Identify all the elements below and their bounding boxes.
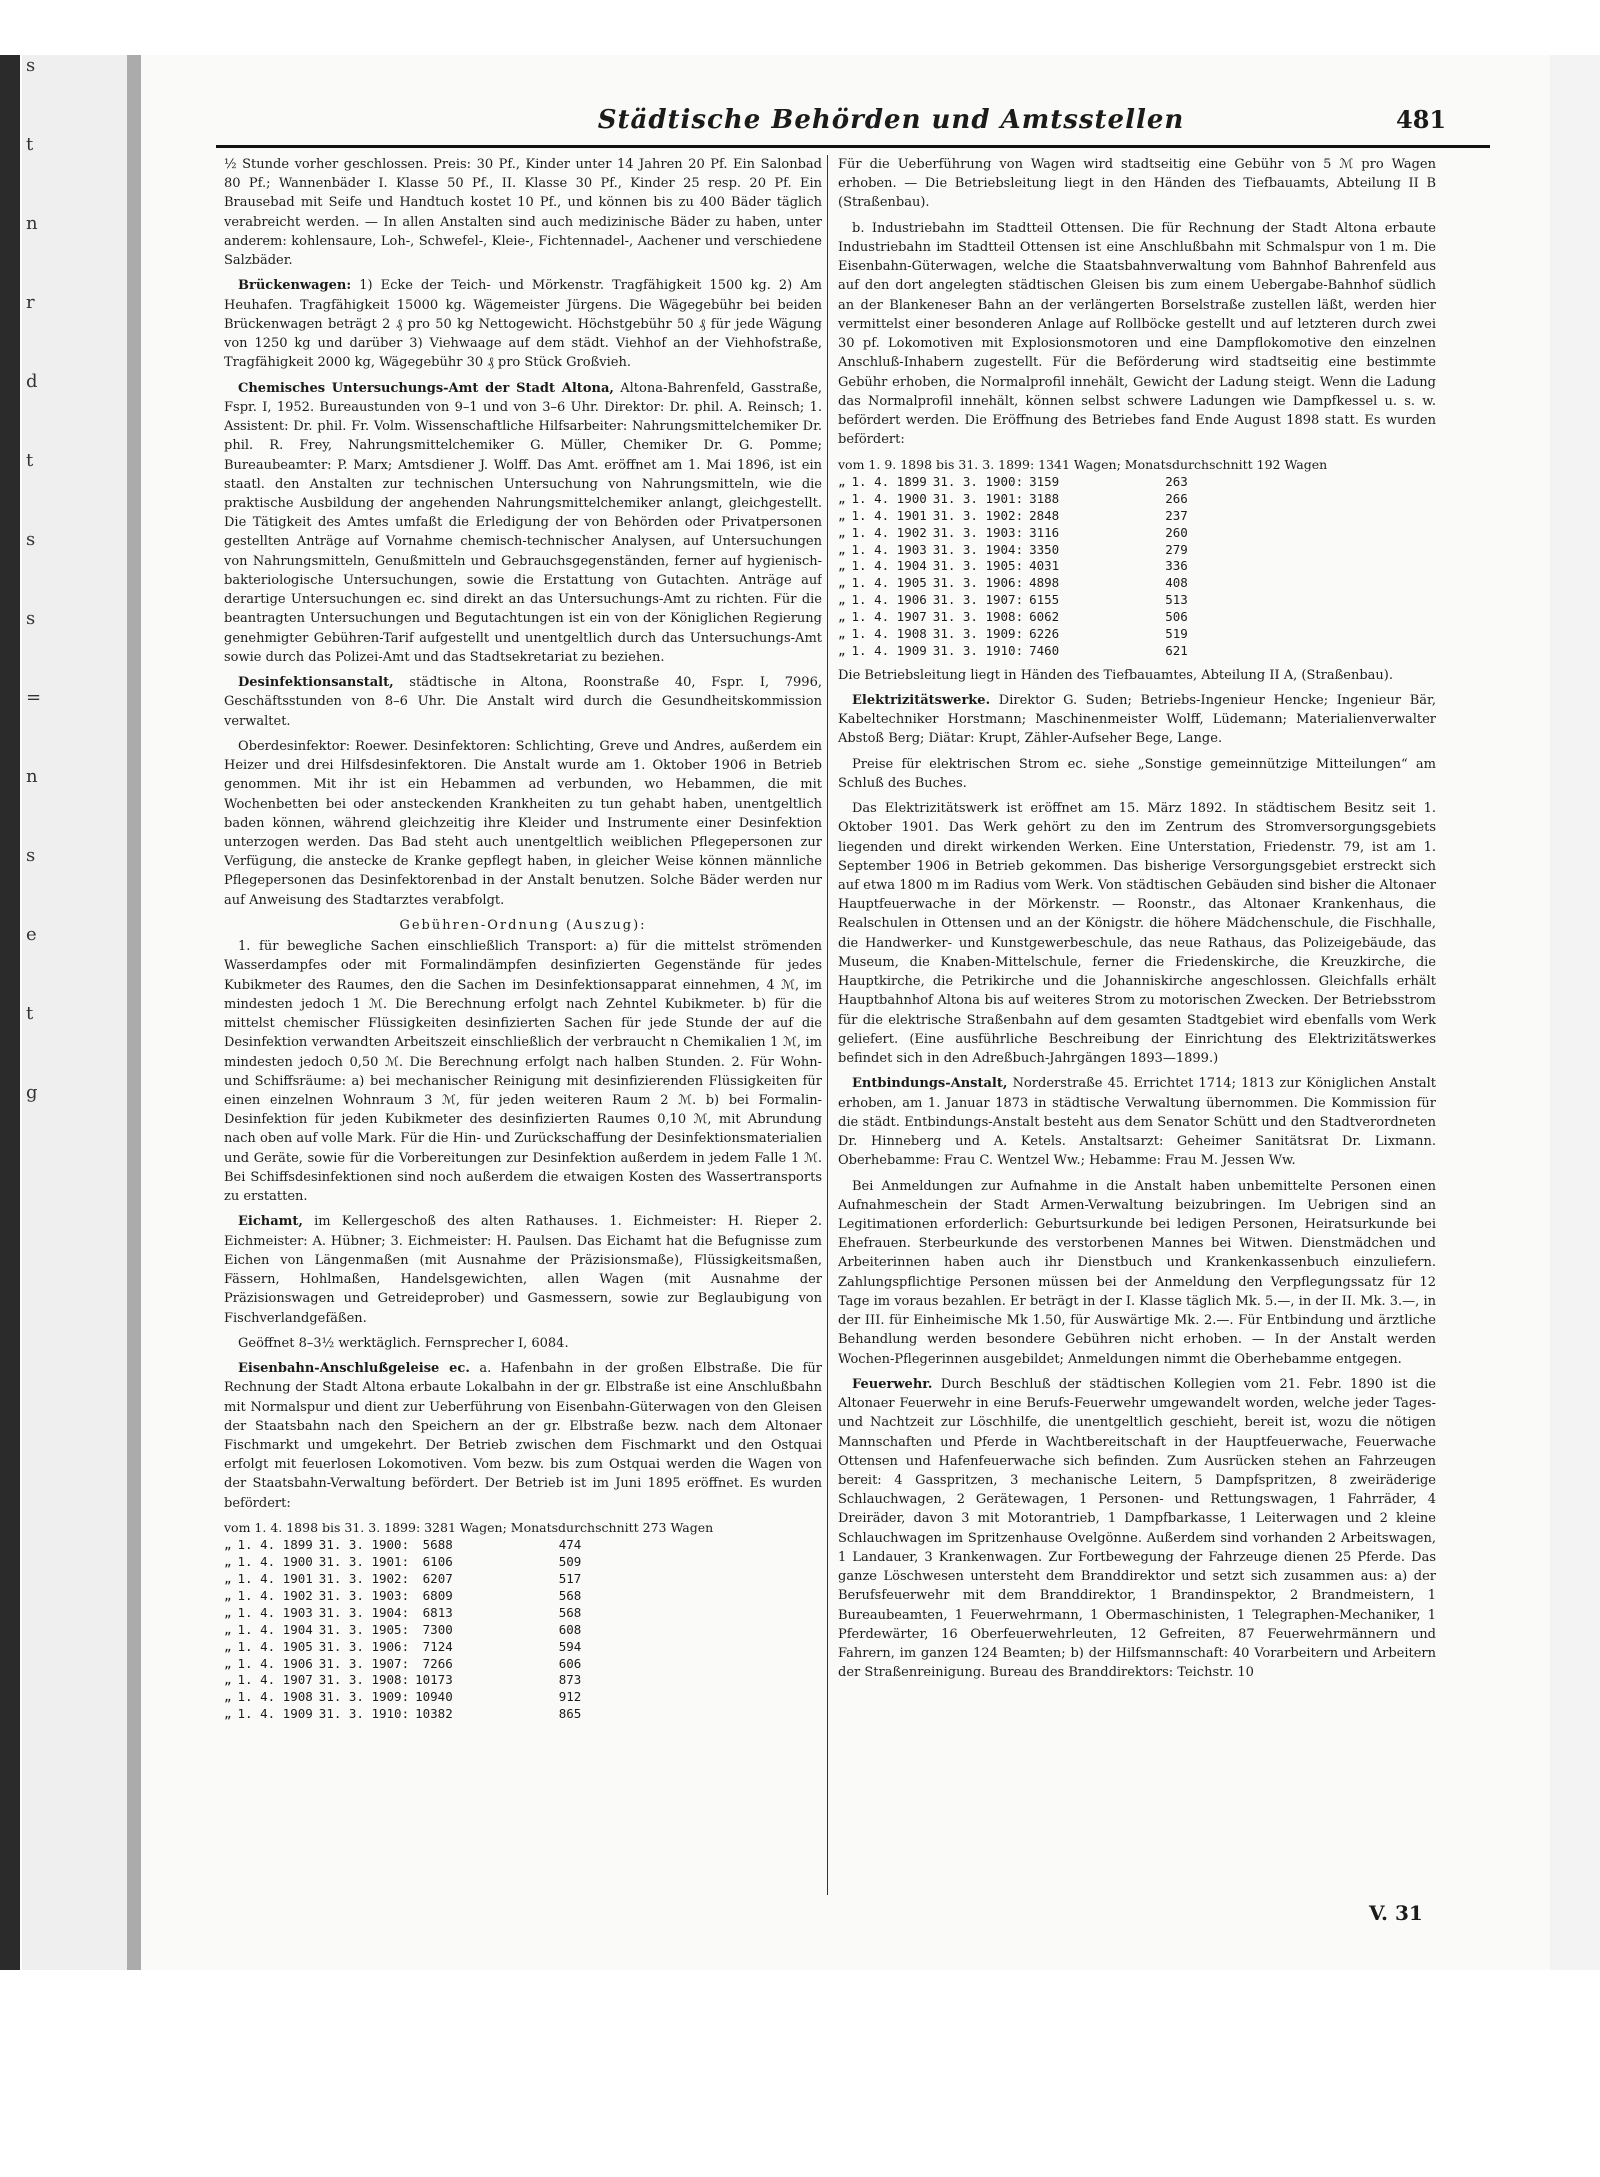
table-row: [838, 592, 1194, 609]
to-date: 31. 3. 1908:: [318, 1672, 410, 1688]
ditto-mark: „: [838, 642, 846, 658]
ditto-mark: „: [838, 609, 846, 625]
to-date: 31. 3. 1909:: [932, 625, 1024, 641]
entb-heading: Entbindungs-Anstalt,: [852, 1076, 1008, 1092]
elektr-text: Direktor G. Suden; Betriebs-Ingenieur Hencke; Ingenieur Bär, Kabeltechniker Horstmann; Maschinenmeister Wolff, Lüdemann; Materialienverwalter Abstoß Berg; Diätar: Krupt, Zähler-Aufseher Bege, Lange.: [838, 692, 1436, 747]
bath-paragraph: ½ Stunde vorher geschlossen. Preis: 30 Pf., Kinder unter 14 Jahren 20 Pf. Ein Salonbad 80 Pf.; Wannenbäder I. Klasse 50 Pf., II. Klasse 30 Pf., Kinder 25 resp. 20 Pf. Ein Brausebad mit Seife und Handtuch kostet 10 Pf., und können bis zu 400 Bäder täglich verabreicht werden. — In allen Anstalten sind auch medizinische Bäder zu haben, unter anderem: kohlensaure, Loh-, Schwefel-, Kleie-, Fichtennadel-, Aachener und verschiedene Salzbäder.: [224, 157, 822, 269]
chem-heading: Chemisches Untersuchungs-Amt der Stadt Altona,: [238, 380, 614, 396]
ditto-mark: „: [224, 1588, 232, 1604]
table-row: [224, 1537, 587, 1554]
ditto-mark: „: [224, 1638, 232, 1654]
wagon-total: 10173: [415, 1672, 453, 1688]
ditto-mark: „: [224, 1537, 232, 1553]
monthly-average: 279: [1165, 541, 1188, 557]
to-date: 31. 3. 1901:: [318, 1554, 410, 1570]
monthly-average: 260: [1165, 524, 1188, 540]
right-column: [838, 155, 1436, 1935]
ditto-mark: „: [838, 474, 846, 490]
table-row: [838, 609, 1194, 626]
monthly-average: 408: [1165, 575, 1188, 591]
eisenbahn-heading: Eisenbahn-Anschlußgeleise ec.: [238, 1361, 470, 1377]
bruecken-entry: [224, 276, 822, 372]
elektr-prices: Preise für elektrischen Strom ec. siehe „Sonstige gemeinnützige Mitteilungen“ am Schluß des Buches.: [838, 756, 1436, 791]
monthly-average: 594: [558, 1638, 582, 1654]
table-row: [838, 508, 1194, 525]
from-date: 1. 4. 1905: [237, 1638, 313, 1654]
bruecken-text: 1) Ecke der Teich- und Mörkenstr. Tragfähigkeit 1500 kg. 2) Am Heuhafen. Tragfähigkeit 15000 kg. Wägemeister Jürgens. Die Wägegebühr bei beiden Brückenwagen beträgt 2 ₰ pro 50 kg Nettogewicht. Höchstgebühr 50 ₰ für jede Wägung von 1250 kg und darüber 3) Viehwaage auf dem städt. Viehhof an der Viehhofstraße, Tragfähigkeit 2000 kg, Wägegebühr 30 ₰ pro Stück Großvieh.: [224, 278, 822, 371]
from-date: 1. 4. 1900: [237, 1554, 313, 1570]
prev-page-mark: s: [26, 845, 36, 866]
ditto-mark: „: [838, 490, 846, 506]
from-date: 1. 4. 1899: [237, 1537, 313, 1553]
feuer-entry: [838, 1375, 1436, 1683]
from-date: 1. 4. 1907: [237, 1672, 313, 1688]
from-date: 1. 4. 1909: [851, 642, 927, 658]
prev-page-mark: d: [26, 371, 38, 392]
chem-text: Altona-Bahrenfeld, Gasstraße, Fspr. I, 1952. Bureaustunden von 9–1 und von 3–6 Uhr. Direktor: Dr. phil. A. Reinsch; 1. Assistent: Dr. phil. Fr. Volm. Wissenschaftliche Hilfsarbeiter: Nahrungsmittelchemiker Dr. phil. R. Frey, Nahrungsmittelchemiker G. Müller, Chemiker Dr. G. Pomme; Bureaubeamter: P. Marx; Amtsdiener J. Wolff. Das Amt. eröffnet am 1. Mai 1896, ist ein staatl. den Anstalten zur technischen Untersuchung von Nahrungsmitteln, wie die praktische Ausbildung der angehenden Nahrungsmittelchemiker anlangt, gleichgestellt. Die Tätigkeit des Amtes umfaßt die Erledigung der von Behörden oder Privatpersonen gestellten Anträge auf Vornahme chemisch-technischer Analysen, auf Untersuchungen von Nahrungsmitteln, Genußmitteln und Gebrauchsgegenständen, ferner auf hygienisch-bakteriologische Untersuchungen, sowie die Erstattung von Gutachten. Anträge auf derartige Untersuchungen ec. sind direkt an das Untersuchungs-Amt zu richten. Für die beantragten Untersuchungen und Begutachtungen ist ein von der Königlichen Regierung genehmigter Gebühren-Tarif aufgestellt und unentgeltlich durch das Untersuchungs-Amt sowie durch das Polizei-Amt und das Stadtsekretariat zu beziehen.: [224, 380, 822, 665]
monthly-average: 266: [1165, 490, 1188, 506]
monthly-average: 513: [1165, 592, 1188, 608]
wagon-total: 4031: [1029, 558, 1060, 574]
wagon-total: 6207: [422, 1571, 453, 1587]
ditto-mark: „: [838, 625, 846, 641]
desinf-staff: Oberdesinfektor: Roewer. Desinfektoren: Schlichting, Greve und Andres, außerdem ein Heizer und drei Hilfsdesinfektoren. Die Anstalt wurde am 1. Oktober 1906 in Betrieb genommen. Mit ihr ist ein Hebammen ad verbunden, wo Hebammen, die mit Wochenbetten bei oder ansteckenden Krankheiten zu tun gehabt haben, unentgeltlich baden können, während gleichzeitig ihre Kleider und Instrumente einer Desinfektion unterzogen werden. Das Bad steht auch unentgeltlich weiblichen Pflegepersonen zur Verfügung, die anstecke de Kranke gepflegt haben, in gleicher Weise können männliche Pflegepersonen das Desinfektorenbad in der Anstalt benutzen. Solche Bäder werden nur auf Anweisung des Stadtarztes verabfolgt.: [224, 738, 822, 908]
table-row: [838, 525, 1194, 542]
to-date: 31. 3. 1904:: [318, 1604, 410, 1620]
entb-entry: [838, 1074, 1436, 1170]
from-date: 1. 4. 1901: [237, 1571, 313, 1587]
wagon-total: 7300: [422, 1621, 453, 1637]
ditto-mark: „: [224, 1621, 232, 1637]
prev-page-mark: t: [26, 134, 34, 155]
wagon-total: 7124: [422, 1638, 453, 1654]
wagon-total: 10940: [415, 1689, 453, 1705]
eichamt-hours: Geöffnet 8–3½ werktäglich. Fernsprecher I, 6084.: [238, 1335, 569, 1351]
table-row: [224, 1689, 587, 1706]
prev-page-mark: s: [26, 55, 36, 76]
wagon-total: 6809: [422, 1588, 453, 1604]
wagon-total: 10382: [415, 1706, 453, 1722]
wagon-total: 2848: [1029, 507, 1060, 523]
wagon-total: 6226: [1029, 625, 1060, 641]
running-title: Städtische Behörden und Amtsstellen: [597, 105, 1185, 135]
wagon-total: 3159: [1029, 474, 1060, 490]
scan-margin: [1550, 55, 1600, 1970]
left-column: [224, 155, 822, 1935]
prev-page-mark: s: [26, 529, 36, 550]
elektr-entry: [838, 691, 1436, 749]
to-date: 31. 3. 1905:: [318, 1621, 410, 1637]
from-date: 1. 4. 1906: [237, 1655, 313, 1671]
to-date: 31. 3. 1903:: [932, 524, 1024, 540]
monthly-average: 509: [558, 1554, 582, 1570]
monthly-average: 517: [558, 1571, 582, 1587]
to-date: 31. 3. 1903:: [318, 1588, 410, 1604]
table-row: [224, 1605, 587, 1622]
wagon-total: 6106: [422, 1554, 453, 1570]
monthly-average: 506: [1165, 609, 1188, 625]
monthly-average: 606: [558, 1655, 582, 1671]
table-row: [224, 1672, 587, 1689]
feuer-text: Durch Beschluß der städtischen Kollegien vom 21. Febr. 1890 ist die Altonaer Feuerwehr in eine Berufs-Feuerwehr umgewandelt worden, welche jeder Tages- und Nachtzeit zur Löschhilfe, die unentgeltlich geschieht, bereit ist, wozu die nötigen Mannschaften und Pferde in Wachtbereitschaft in der Hauptfeuerwache, Feuerwache Ottensen und Hafenfeuerwache sich befinden. Zum Ausrücken stehen an Fahrzeugen bereit: 4 Gasspritzen, 3 mechanische Leitern, 5 Dampfspritzen, 8 zweiräderige Schlauchwagen, 2 Gerätewagen, 1 Personen- und Rettungswagen, 1 Fahrräder, 4 Dreiräder, davon 3 mit Motorantrieb, 1 Dampfbarkasse, 1 Leiterwagen und 2 kleine Schlauchwagen im Spritzenhause Ovelgönne. Außerdem sind vorhanden 2 Arbeitswagen, 1 Landauer, 3 Krankenwagen. Zur Fortbewegung der Fahrzeuge dienen 25 Pferde. Das ganze Löschwesen untersteht dem Branddirektor und setzt sich zusammen aus: a) der Berufsfeuerwehr mit dem Branddirektor, 1 Brandinspektor, 2 Brandmeistern, 1 Bureaubeamten, 1 Feuerwehrmann, 1 Obermaschinisten, 1 Telegraphen-Mechaniker, 1 Pferdewärter, 16 Oberfeuerwehrleuten, 12 Gefreiten, 87 Feuerwehrmännern und Fahrern, im ganzen 124 Beamten; b) der Hilfsmannschaft: 40 Vorarbeitern und Arbeitern der Straßenreinigung. Bureau des Branddirektors: Teichstr. 10: [838, 1376, 1436, 1681]
entb-text: Norderstraße 45. Errichtet 1714; 1813 zur Königlichen Anstalt erhoben, am 1. Januar 1873 in städtische Verwaltung übernommen. Die Kommission für die städt. Entbindungs-Anstalt besteht aus dem Senator Schütt und den Stadtverordneten Dr. Hinneberg und A. Ketels. Anstaltsarzt: Geheimer Sanitätsrat Dr. Lixmann. Oberhebamme: Frau C. Wentzel Ww.; Hebamme: Frau M. Jessen Ww.: [838, 1076, 1436, 1169]
from-date: 1. 4. 1908: [237, 1689, 313, 1705]
from-date: 1. 4. 1906: [851, 592, 927, 608]
wagon-total: 7460: [1029, 642, 1060, 658]
monthly-average: 608: [558, 1621, 582, 1637]
monthly-average: 865: [558, 1706, 582, 1722]
from-date: 1. 4. 1907: [851, 609, 927, 625]
to-date: 31. 3. 1907:: [318, 1655, 410, 1671]
wagon-total: 7266: [422, 1655, 453, 1671]
table-row: [838, 474, 1194, 491]
prev-page-mark: r: [26, 292, 35, 313]
wagon-total: 6155: [1029, 592, 1060, 608]
to-date: 31. 3. 1906:: [318, 1638, 410, 1654]
wagon-total: 6062: [1029, 609, 1060, 625]
ditto-mark: „: [838, 592, 846, 608]
feuer-heading: Feuerwehr.: [852, 1376, 933, 1392]
chem-entry: [224, 379, 822, 668]
table-row: [224, 1588, 587, 1605]
from-date: 1. 4. 1901: [851, 507, 927, 523]
wagon-total: 4898: [1029, 575, 1060, 591]
prev-page-mark: =: [26, 687, 42, 708]
from-date: 1. 4. 1909: [237, 1706, 313, 1722]
entb-text2: Bei Anmeldungen zur Aufnahme in die Anstalt haben unbemittelte Personen einen Aufnahmeschein der Stadt Armen-Verwaltung beizubringen. Im Uebrigen sind an Legitimationen erforderlich: Geburtsurkunde bei ledigen Personen, Heiratsurkunde bei Ehefrauen. Sterbeurkunde des verstorbenen Mannes bei Witwen. Dienstmädchen und Arbeiterinnen haben auch ihr Dienstbuch und Krankenkassenbuch einzuliefern. Zahlungspflichtige Personen müssen bei der Anmeldung den Verpflegungssatz für 12 Tage im voraus bezahlen. Er beträgt in der I. Klasse täglich Mk. 5.—, in der II. Mk. 3.—, in der III. für Einheimische Mk 1.50, für Auswärtige Mk. 2.—. Für Entbindung und ärztliche Behandlung werden besondere Gebühren nicht erhoben. — In der Anstalt werden Wochen-Pflegerinnen ausgebildet; Anmeldungen nimmt die Oberhebamme entgegen.: [838, 1178, 1436, 1367]
industriebahn-statistics: [838, 456, 1436, 660]
monthly-average: 873: [558, 1672, 582, 1688]
monthly-average: 568: [558, 1604, 582, 1620]
to-date: 31. 3. 1907:: [932, 592, 1024, 608]
document-page: [141, 55, 1550, 1970]
wagon-total: 6813: [422, 1604, 453, 1620]
table-row: [224, 1656, 587, 1673]
to-date: 31. 3. 1905:: [932, 558, 1024, 574]
gebuehren-text: 1. für bewegliche Sachen einschließlich Transport: a) für die mittelst strömenden Wasserdampfes oder mit Formalindämpfen desinfizierten Gegenstände für jedes Kubikmeter des Raumes, den die Sachen im Desinfektionsapparat einnehmen, 4 ℳ, im mindesten jedoch 1 ℳ. Die Berechnung erfolgt nach Zehntel Kubikmeter. b) für die mittelst chemischer Flüssigkeiten desinfizierten Sachen für jede Stunde der auf die Desinfektion verwandten Arbeitszeit einschließlich der verbraucht n Chemikalien 1 ℳ, im mindesten jedoch 0,50 ℳ. Die Berechnung erfolgt nach halben Stunden. 2. Für Wohn- und Schiffsräume: a) bei mechanischer Reinigung mit desinfizierenden Flüssigkeiten für einen einzelnen Wohnraum 3 ℳ, für jeden weiteren Raum 2 ℳ. b) bei Formalin-Desinfektion für jeden Kubikmeter des desinfizierten Raumes 0,10 ℳ, mit Abrundung nach oben auf volle Mark. Für die Hin- und Zurückschaffung der Desinfektionsmaterialien und Geräte, sowie für die Vorbereitungen zur Desinfektion außerdem in jedem Falle 1 ℳ. Bei Schiffsdesinfektionen sind noch außerdem die etwaigen Kosten des Wassertransports zu erstatten.: [224, 939, 822, 1205]
to-date: 31. 3. 1908:: [932, 609, 1024, 625]
from-date: 1. 4. 1905: [851, 575, 927, 591]
prev-page-mark: t: [26, 1003, 34, 1024]
monthly-average: 474: [558, 1537, 582, 1553]
ditto-mark: „: [838, 524, 846, 540]
to-date: 31. 3. 1900:: [318, 1537, 410, 1553]
page-gutter: [127, 55, 141, 1970]
monthly-average: 237: [1165, 507, 1188, 523]
table-row: [224, 1554, 587, 1571]
table-row: [838, 643, 1194, 660]
prev-page-mark: s: [26, 608, 36, 629]
prev-page-mark: e: [26, 924, 37, 945]
ditto-mark: „: [224, 1571, 232, 1587]
bruecken-heading: Brückenwagen:: [238, 278, 352, 294]
to-date: 31. 3. 1904:: [932, 541, 1024, 557]
prev-page-mark: n: [26, 766, 38, 787]
monthly-average: 519: [1165, 625, 1188, 641]
wagon-total: 5688: [422, 1537, 453, 1553]
to-date: 31. 3. 1902:: [318, 1571, 410, 1587]
ditto-mark: „: [224, 1706, 232, 1722]
ditto-mark: „: [838, 507, 846, 523]
elektr-history: Das Elektrizitätswerk ist eröffnet am 15. März 1892. In städtischem Besitz seit 1. Oktober 1901. Das Werk gehört zu den im Zentrum des Stromversorgungsgebiets liegenden und direkt wirkenden Werken. Eine Unterstation, Friedenstr. 79, ist am 1. September 1906 in Betrieb gekommen. Das bisherige Versorgungsgebiet erstreckt sich auf etwa 1800 m im Radius vom Werk. Von städtischen Gebäuden sind bisher die Altonaer Hauptfeuerwache in der Mörkenstr. — Roonstr., das Altonaer Krankenhaus, die Realschulen in Ottensen und an der Königstr. die höhere Mädchenschule, die Fischhalle, die Handwerker- und Kunstgewerbeschule, das neue Rathaus, das Polizeigebäude, das Museum, die Knaben-Mittelschule, ferner die Friedenskirche, die Kreuzkirche, die Hauptkirche, die Petrikirche und die Johanniskirche angeschlossen. Gleichfalls erhält Hauptbahnhof Altona bis auf weiteres Strom zu motorischen Zwecken. Der Betriebsstrom für die elektrische Straßenbahn auf dem gesamten Stadtgebiet wird ebenfalls vom Werk geliefert. (Eine ausführliche Beschreibung der Einrichtung des Elektrizitätswerkes befindet sich in den Adreßbuch-Jahrgängen 1893—1899.): [838, 801, 1436, 1067]
hafenbahn-statistics: [224, 1519, 822, 1723]
ditto-mark: „: [224, 1554, 232, 1570]
prev-page-mark: t: [26, 450, 34, 471]
stat-head: vom 1. 4. 1898 bis 31. 3. 1899: 3281 Wagen; Monatsdurchschnitt 273 Wagen: [224, 1519, 714, 1535]
signature-mark: V. 31: [1369, 1901, 1423, 1925]
from-date: 1. 4. 1904: [237, 1621, 313, 1637]
ditto-mark: „: [224, 1689, 232, 1705]
desinf-text: städtische in Altona, Roonstraße 40, Fspr. I, 7996, Geschäftsstunden von 8–6 Uhr. Die Anstalt wird durch die Gesundheitskommission verwaltet.: [224, 675, 822, 729]
from-date: 1. 4. 1900: [851, 490, 927, 506]
prev-page-mark: g: [26, 1082, 38, 1103]
ditto-mark: „: [224, 1672, 232, 1688]
table-row: [224, 1706, 587, 1723]
monthly-average: 568: [558, 1588, 582, 1604]
elektr-heading: Elektrizitätswerke.: [852, 692, 991, 708]
table-row: [838, 491, 1194, 508]
desinf-entry: [224, 673, 822, 731]
to-date: 31. 3. 1910:: [318, 1706, 410, 1722]
from-date: 1. 4. 1903: [851, 541, 927, 557]
table-row: [838, 626, 1194, 643]
table-row: [224, 1571, 587, 1588]
monthly-average: 621: [1165, 642, 1188, 658]
eichamt-entry: [224, 1212, 822, 1327]
to-date: 31. 3. 1909:: [318, 1689, 410, 1705]
wagon-total: 3116: [1029, 524, 1060, 540]
from-date: 1. 4. 1908: [851, 625, 927, 641]
table-row: [224, 1639, 587, 1656]
book-spine: [0, 55, 20, 1970]
monthly-average: 263: [1165, 474, 1188, 490]
to-date: 31. 3. 1902:: [932, 507, 1024, 523]
ditto-mark: „: [838, 541, 846, 557]
from-date: 1. 4. 1902: [851, 524, 927, 540]
header-rule: [216, 145, 1490, 148]
right-intro: Für die Ueberführung von Wagen wird stadtseitig eine Gebühr von 5 ℳ pro Wagen erhoben. — Die Betriebsleitung liegt in den Händen des Tiefbauamts, Abteilung II B (Straßenbau).: [838, 157, 1436, 211]
stat-head: vom 1. 9. 1898 bis 31. 3. 1899: 1341 Wagen; Monatsdurchschnitt 192 Wagen: [838, 456, 1328, 472]
ditto-mark: „: [838, 575, 846, 591]
ditto-mark: „: [224, 1604, 232, 1620]
from-date: 1. 4. 1903: [237, 1604, 313, 1620]
ditto-mark: „: [838, 558, 846, 574]
table-row: [224, 1622, 587, 1639]
desinf-heading: Desinfektionsanstalt,: [238, 675, 394, 691]
eisenbahn-text: a. Hafenbahn in der großen Elbstraße. Die für Rechnung der Stadt Altona erbaute Lokalbahn in der gr. Elbstraße ist eine Anschlußbahn mit Normalspur und dient zur Ueberführung von Eisenbahn-Güterwagen von den Gleisen der Staatsbahn nach den Speichern an der gr. Elbstraße bezw. nach dem Altonaer Fischmarkt und umgekehrt. Der Betrieb zwischen dem Fischmarkt und den Ostquai erfolgt mit feuerlosen Lokomotiven. Vom bezw. bis zum Ostquai werden die Wagen von der Staatsbahn-Verwaltung befördert. Der Betrieb ist im Juni 1895 eröffnet. Es wurden befördert:: [224, 1361, 822, 1511]
stat-tail: Die Betriebsleitung liegt in Händen des Tiefbauamtes, Abteilung II A, (Straßenbau).: [838, 667, 1393, 683]
ditto-mark: „: [224, 1655, 232, 1671]
prev-page-mark: n: [26, 213, 38, 234]
wagon-total: 3350: [1029, 541, 1060, 557]
to-date: 31. 3. 1906:: [932, 575, 1024, 591]
ottensen-text: b. Industriebahn im Stadtteil Ottensen. Die für Rechnung der Stadt Altona erbaute Industriebahn im Stadtteil Ottensen ist eine Anschlußbahn mit Schmalspur von 1 m. Die Eisenbahn-Güterwagen, welche die Staatsbahnverwaltung vom Bahnhof Bahrenfeld aus auf den dort angelegten städtischen Gleisen bis zum einem Uebergabe-Bahnhof südlich an der Blankeneser Bahn an der verlängerten Borselstraße zustellen läßt, werden hier vermittelst einer besonderen Anlage auf Rollböcke gestellt und auf letzteren durch zwei 30 pf. Lokomotiven mit Explosionsmotoren und eine Dampflokomotive den einzelnen Anschluß-Inhabern zugestellt. Für die Beförderung wird stadtseitig eine bestimmte Gebühr erhoben, die Normalprofil innehält, Gewicht der Ladung steigt. Wenn die Ladung das Normalprofil innehält, können selbst schwere Ladungen wie Dampfkessel u. s. w. befördert werden. Die Eröffnung des Betriebes fand Ende August 1898 statt. Es wurden befördert:: [838, 220, 1436, 448]
page-number: 481: [1396, 105, 1447, 134]
to-date: 31. 3. 1901:: [932, 490, 1024, 506]
table-row: [838, 558, 1194, 575]
gebuehren-title: Gebühren-Ordnung (Auszug):: [399, 917, 647, 933]
table-row: [838, 575, 1194, 592]
from-date: 1. 4. 1899: [851, 474, 927, 490]
from-date: 1. 4. 1902: [237, 1588, 313, 1604]
monthly-average: 912: [558, 1689, 582, 1705]
previous-page-edge: [22, 55, 129, 1970]
column-divider: [827, 155, 828, 1895]
to-date: 31. 3. 1910:: [932, 642, 1024, 658]
hafenbahn-table: [224, 1537, 587, 1723]
eichamt-heading: Eichamt,: [238, 1214, 303, 1230]
wagon-total: 3188: [1029, 490, 1060, 506]
monthly-average: 336: [1165, 558, 1188, 574]
table-row: [838, 542, 1194, 559]
eichamt-text: im Kellergeschoß des alten Rathauses. 1. Eichmeister: H. Rieper 2. Eichmeister: A. Hübner; 3. Eichmeister: H. Paulsen. Das Eichamt hat die Befugnisse zum Eichen von Längenmaßen (mit Ausnahme der Präzisionsmaße), Flüssigkeitsmaßen, Fässern, Hohlmaßen, Handelsgewichten, allen Wagen (mit Ausnahme der Präzisionswagen und Getreideprober) und Gasmessern, sowie zur Beglaubigung von Fischverlandgefäßen.: [224, 1214, 822, 1326]
to-date: 31. 3. 1900:: [932, 474, 1024, 490]
eisenbahn-entry: [224, 1359, 822, 1513]
from-date: 1. 4. 1904: [851, 558, 927, 574]
industriebahn-table: [838, 474, 1194, 660]
